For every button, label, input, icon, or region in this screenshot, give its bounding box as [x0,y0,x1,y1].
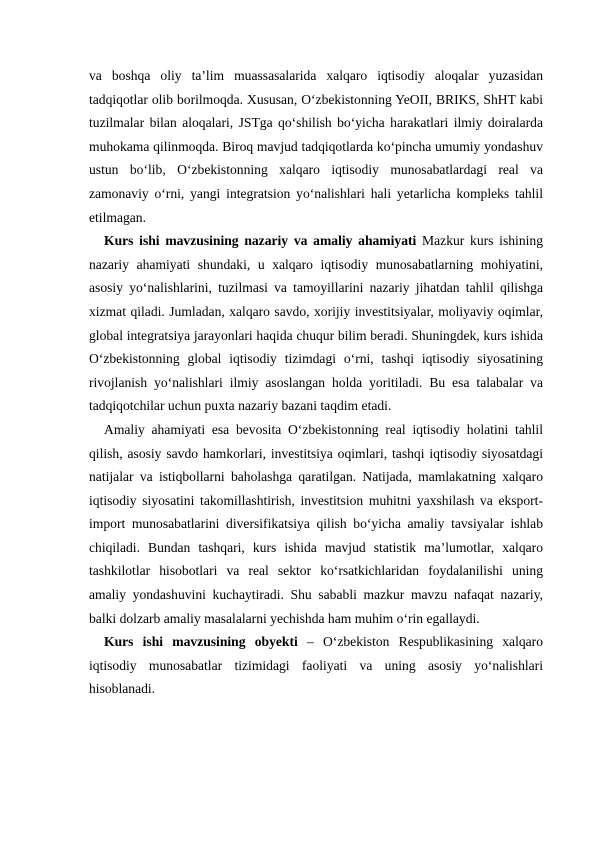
paragraph-intro-continuation [89,64,543,229]
paragraph-practical-significance [89,418,543,630]
paragraph-heading: Kurs ishi mavzusining nazariy va amaliy ahamiyati [104,233,417,249]
paragraph-research-object [89,630,543,701]
paragraph-text: – O‘zbekiston Respublikasining xalqaro iqtisodiy munosabatlar tizimidagi faoliyati va uning asosiy yo‘nalishlari hisoblanadi. [89,634,543,697]
document-page [89,64,543,701]
paragraph-text: Mazkur kurs ishining nazariy ahamiyati shundaki, u xalqaro iqtisodiy munosabatlarning mohiyatini, asosiy yo‘nalishlarini, tuzilmasi va tamoyillarini nazariy jihatdan tahlil qilishga xizmat qiladi. Jumladan, xalqaro savdo, xorijiy investitsiyalar, moliyaviy oqimlar, global integratsiya jarayonlari haqida chuqur bilim beradi. Shuningdek, kurs ishida O‘zbekistonning global iqtisodiy tizimdagi o‘rni, tashqi iqtisodiy siyosatining rivojlanish yo‘nalishlari ilmiy asoslangan holda yoritiladi. Bu esa talabalar va tadqiqotchilar uchun puxta nazariy bazani taqdim etadi. [89,233,543,414]
paragraph-theoretical-practical-significance [89,229,543,418]
paragraph-text: Amaliy ahamiyati esa bevosita O‘zbekistonning real iqtisodiy holatini tahlil qilish, asosiy savdo hamkorlari, investitsiya oqimlari, tashqi iqtisodiy siyosatdagi natijalar va istiqbollarni baholashga qaratilgan. Natijada, mamlakatning xalqaro iqtisodiy siyosatini takomillashtirish, investitsion muhitni yaxshilash va eksport-import munosabatlarini diversifikatsiya qilish bo‘yicha amaliy tavsiyalar ishlab chiqiladi. Bundan tashqari, kurs ishida mavjud statistik ma’lumotlar, xalqaro tashkilotlar hisobotlari va real sektor ko‘rsatkichlaridan foydalanilishi uning amaliy yondashuvini kuchaytiradi. Shu sababli mazkur mavzu nafaqat nazariy, balki dolzarb amaliy masalalarni yechishda ham muhim o‘rin egallaydi. [89,421,543,626]
paragraph-text: va boshqa oliy ta’lim muassasalarida xalqaro iqtisodiy aloqalar yuzasidan tadqiqotlar olib borilmoqda. Xususan, O‘zbekistonning YeOII, BRIKS, ShHT kabi tuzilmalar bilan aloqalari, JSTga qo‘shilish bo‘yicha harakatlari ilmiy doiralarda muhokama qilinmoqda. Biroq mavjud tadqiqotlarda ko‘pincha umumiy yondashuv ustun bo‘lib, O‘zbekistonning xalqaro iqtisodiy munosabatlardagi real va zamonaviy o‘rni, yangi integratsion yo‘nalishlari hali yetarlicha kompleks tahlil etilmagan. [89,68,543,225]
paragraph-heading: Kurs ishi mavzusining obyekti [104,634,298,650]
